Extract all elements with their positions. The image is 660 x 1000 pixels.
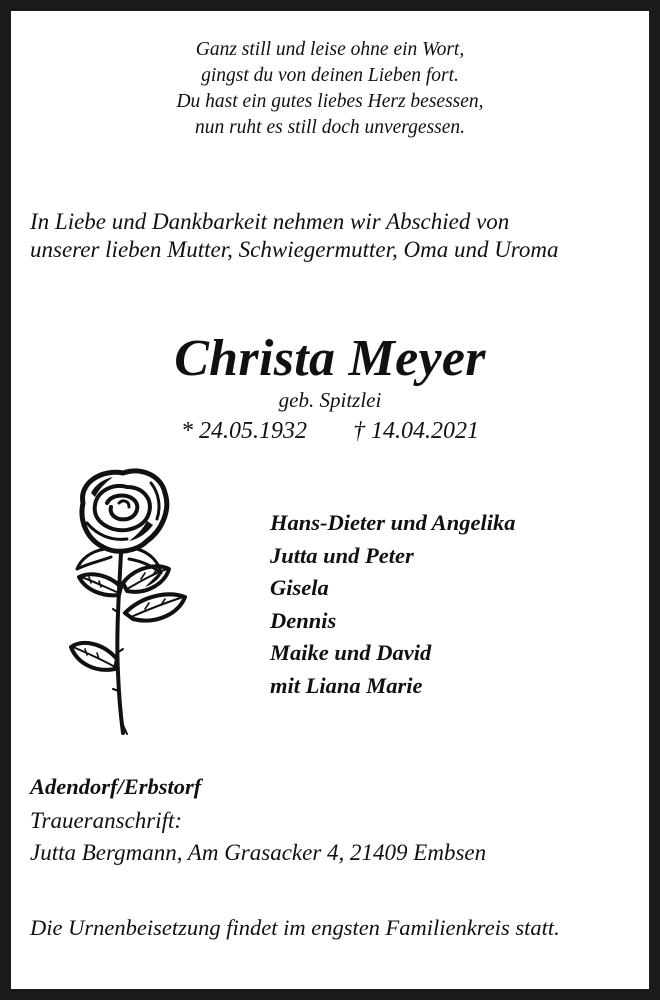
- deceased-name: Christa Meyer: [174, 330, 486, 387]
- mourner-name: Jutta und Peter: [270, 542, 414, 568]
- maiden-name: geb. Spitzlei: [278, 388, 382, 412]
- place-name: Adendorf/Erbstorf: [30, 774, 202, 799]
- mourning-address: [30, 805, 486, 869]
- mourners-list: [270, 507, 515, 702]
- poem-line: gingst du von deinen Lieben fort.: [201, 65, 459, 86]
- mourner-name: Dennis: [270, 607, 337, 633]
- mourner-name: mit Liana Marie: [270, 672, 423, 698]
- mourner-name: Gisela: [270, 575, 329, 600]
- intro-line: In Liebe und Dankbarkeit nehmen wir Abschied von: [30, 209, 510, 234]
- poem: [11, 37, 649, 141]
- poem-line: Du hast ein gutes liebes Herz besessen,: [176, 91, 484, 112]
- mourner-name: Hans-Dieter und Angelika: [270, 510, 516, 535]
- poem-line: nun ruht es still doch unvergessen.: [194, 117, 466, 138]
- farewell-intro: [30, 208, 559, 264]
- intro-line: unserer lieben Mutter, Schwiegermutter, Oma und Uroma: [30, 237, 559, 262]
- address-line: Jutta Bergmann, Am Grasacker 4, 21409 Embsen: [30, 840, 487, 865]
- rose-icon: [61, 463, 193, 738]
- death-date: † 14.04.2021: [353, 418, 479, 444]
- birth-date: * 24.05.1932: [181, 418, 307, 444]
- poem-line: Ganz still und leise ohne ein Wort,: [195, 39, 465, 60]
- address-label: Traueranschrift:: [30, 808, 183, 833]
- life-dates: [11, 416, 649, 446]
- burial-note: Die Urnenbeisetzung findet im engsten Familienkreis statt.: [30, 915, 560, 940]
- mourner-name: Maike und David: [270, 640, 432, 665]
